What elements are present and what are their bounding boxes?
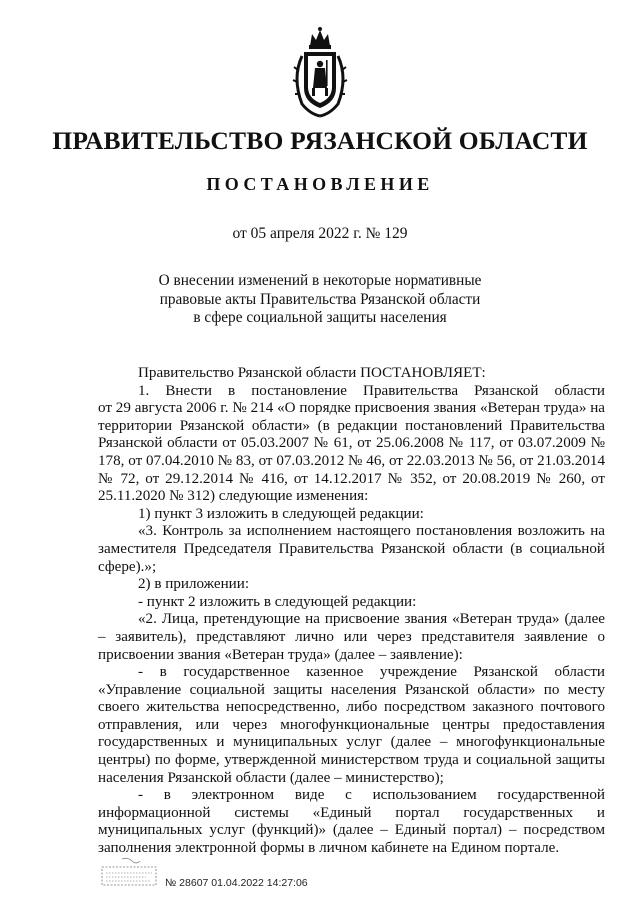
subject-line: правовые акты Правительства Рязанской области (159, 290, 481, 308)
ryazan-coat-of-arms-icon (290, 26, 350, 118)
subject-line: О внесении изменений в некоторые нормативные (158, 272, 482, 289)
document-type: ПОСТАНОВЛЕНИЕ (206, 174, 434, 194)
quote-item-2: «2. Лица, претендующие на присвоение звания «Ветеран труда» (далее – заявитель), представляют лично или через представителя заявление о присвоении звания «Ветеран труда» (далее – заявление): (98, 611, 605, 663)
list-item-dash-b: - в электронном виде с использованием государственной информационной системы «Единый портал государственных и муниципальных услуг (функций)» (далее – Единый портал) – посредством заполнения электронной формы в личном кабинете на Едином портале. (98, 787, 605, 857)
subitem-1: 1) пункт 3 изложить в следующей редакции: (138, 505, 424, 522)
item-1-first-line: 1. Внести в постановление Правительства Рязанской области (138, 382, 605, 399)
quote-item-3: «3. Контроль за исполнением настоящего постановления возложить на заместителя Председателя Правительства Рязанской области (в социальной сфере).»; (98, 523, 605, 575)
document-body (98, 365, 605, 858)
document-subject (0, 272, 640, 328)
document-date-number: от 05 апреля 2022 г. № 129 (232, 225, 408, 242)
government-title: ПРАВИТЕЛЬСТВО РЯЗАНСКОЙ ОБЛАСТИ (52, 126, 588, 155)
subject-line: в сфере социальной защиты населения (193, 309, 447, 326)
list-item-dash-a: - в государственное казенное учреждение Рязанской области «Управление социальной защиты населения Рязанской области» по месту своего жительства непосредственно, либо посредством заказного почтового отправления, или через многофункциональные центры предоставления государственных и муниципальных услуг (далее – многофункциональные центры) по форме, утвержденной министерством труда и социальной защиты населения Рязанской области (далее – министерство); (98, 664, 605, 786)
registration-stamp-icon (100, 857, 158, 889)
document-footer (100, 857, 620, 897)
document-registration-number: № 28607 01.04.2022 14:27:06 (165, 877, 308, 889)
item-1-text: от 29 августа 2006 г. № 214 «О порядке присвоения звания «Ветеран труда» на территории Рязанской области» (в редакции постановлений Правительства Рязанской области от 05.03.2007 № 61, от 25.06.2008 № 117, от 03.07.2009 № 178, от 07.04.2010 № 83, от 07.03.2012 № 46, от 22.03.2013 № 56, от 21.03.2014 № 72, от 29.12.2014 № 416, от 14.12.2017 № 352, от 20.08.2019 № 260, от 25.11.2020 № 312) следующие изменения: (98, 400, 605, 505)
subitem-2-dash: - пункт 2 изложить в следующей редакции: (138, 593, 417, 610)
subitem-2: 2) в приложении: (138, 576, 250, 593)
preamble: Правительство Рязанской области ПОСТАНОВЛЯЕТ: (138, 365, 486, 381)
